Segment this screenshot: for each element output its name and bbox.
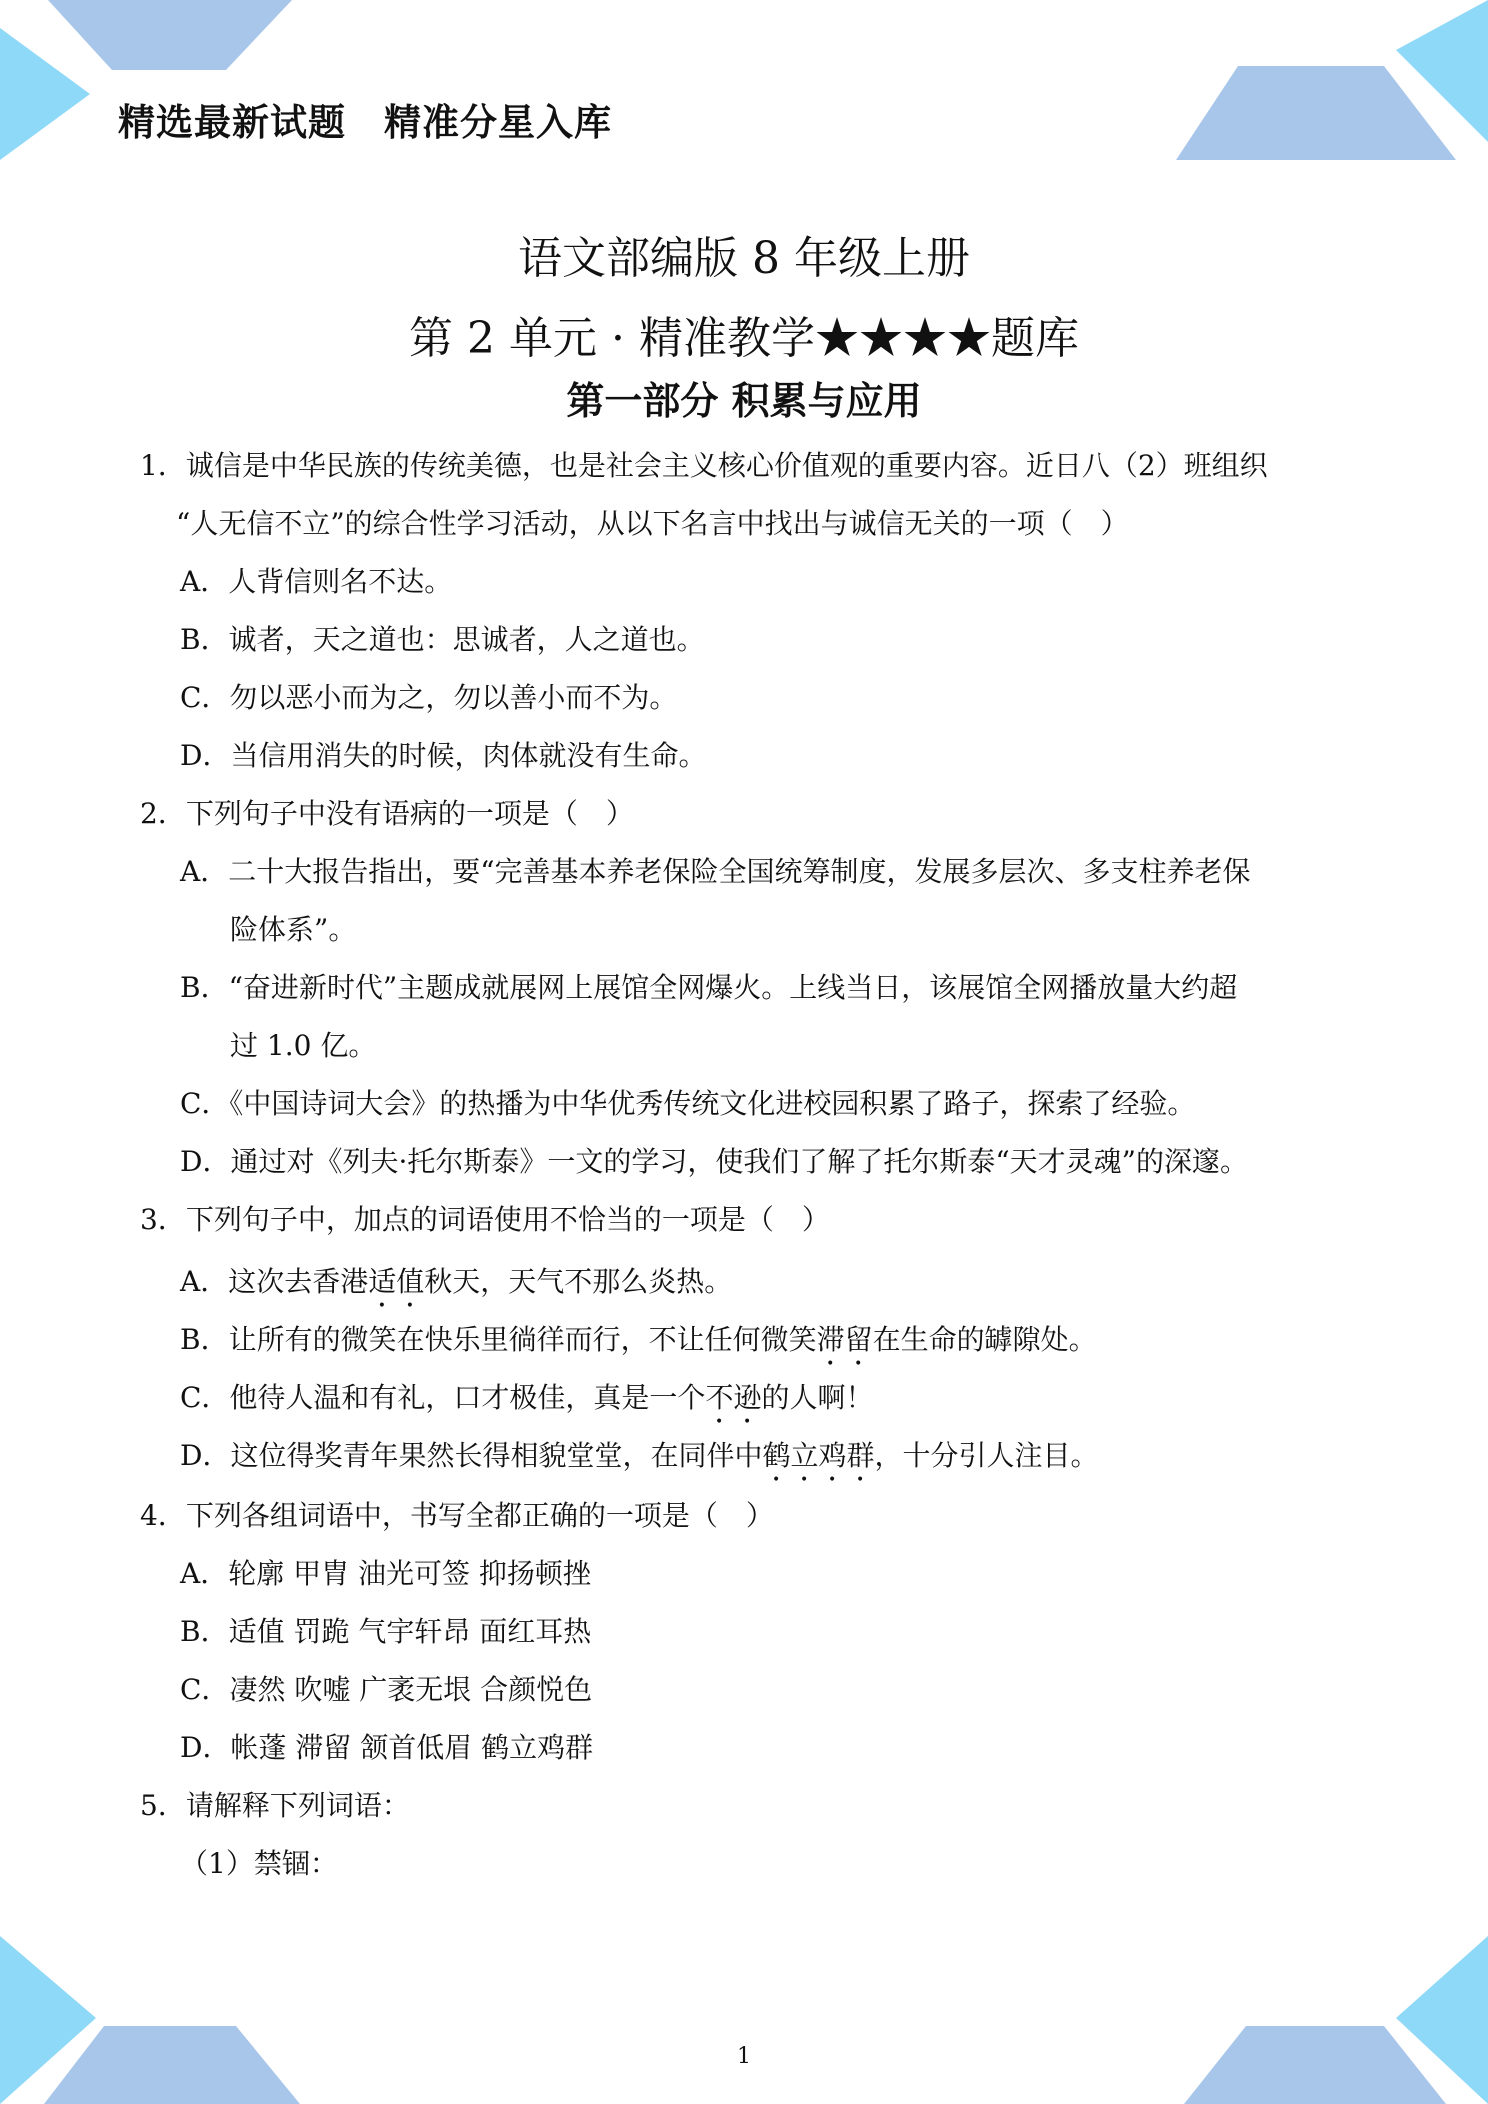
option-text: 秋天，天气不那么炎热。	[424, 1265, 733, 1298]
dotted-word: 鹤立鸡群	[762, 1439, 875, 1472]
question-2-option-c: C．《中国诗词大会》的热播为中华优秀传统文化进校园积累了路子，探索了经验。	[180, 1087, 1196, 1120]
question-number: 5．	[140, 1789, 186, 1822]
dotted-word: 适值	[368, 1265, 425, 1298]
question-3-option-b	[180, 1320, 1097, 1372]
question-3-option-a	[180, 1262, 732, 1314]
question-number: 4．	[140, 1499, 186, 1532]
question-text: 下列句子中没有语病的一项是（ ）	[185, 797, 634, 830]
dotted-word: 滞留	[816, 1323, 873, 1356]
document-subtitle: 第 2 单元 · 精准教学★★★★题库	[409, 313, 1079, 364]
question-text: 诚信是中华民族的传统美德，也是社会主义核心价值观的重要内容。近日八（2）班组织	[185, 449, 1268, 482]
question-4-option-d: D．帐蓬 滞留 颔首低眉 鹤立鸡群	[180, 1731, 594, 1764]
document-title: 语文部编版 8 年级上册	[518, 233, 970, 284]
question-1-stem-cont: “人无信不立”的综合性学习活动，从以下名言中找出与诚信无关的一项（ ）	[176, 507, 1129, 540]
option-text: 在生命的罅隙处。	[872, 1323, 1097, 1356]
option-text: 的人啊！	[761, 1381, 874, 1414]
question-2-option-a: A．二十大报告指出，要“完善基本养老保险全国统筹制度，发展多层次、多支柱养老保	[180, 855, 1251, 888]
question-text: 下列各组词语中，书写全都正确的一项是（ ）	[185, 1499, 774, 1532]
dotted-word: 不逊	[705, 1381, 762, 1414]
question-number: 2．	[140, 797, 186, 830]
option-text: A．这次去香港	[180, 1265, 369, 1298]
question-text: 请解释下列词语：	[185, 1789, 410, 1822]
header-slogan: 精选最新试题 精准分星入库	[118, 101, 612, 144]
question-1-stem	[140, 446, 1268, 486]
question-1-option-d: D．当信用消失的时候，肉体就没有生命。	[180, 739, 707, 772]
question-2-option-d: D．通过对《列夫·托尔斯泰》一文的学习，使我们了解了托尔斯泰“天才灵魂”的深邃。	[180, 1145, 1248, 1178]
option-text: B．让所有的微笑在快乐里徜徉而行，不让任何微笑	[180, 1323, 817, 1356]
option-text: ，十分引人注目。	[874, 1439, 1099, 1472]
question-1-option-a: A．人背信则名不达。	[180, 565, 453, 598]
question-1-option-c: C．勿以恶小而为之，勿以善小而不为。	[180, 681, 678, 714]
top-left-trapezoid	[48, 0, 292, 70]
question-5-stem	[140, 1786, 410, 1826]
question-3-stem	[140, 1200, 830, 1240]
question-3-option-c	[180, 1378, 873, 1430]
question-4-option-a: A．轮廓 甲胄 油光可签 抑扬顿挫	[180, 1557, 591, 1590]
top-left-triangle	[0, 28, 90, 160]
question-1-option-b: B．诚者，天之道也：思诚者，人之道也。	[180, 623, 705, 656]
question-number: 3．	[140, 1203, 186, 1236]
section-heading: 第一部分 积累与应用	[566, 379, 922, 423]
question-2-option-a-cont: 险体系”。	[230, 913, 357, 946]
question-4-option-c: C．凄然 吹嘘 广袤无垠 合颜悦色	[180, 1673, 593, 1706]
question-2-option-b: B．“奋进新时代”主题成就展网上展馆全网爆火。上线当日，该展馆全网播放量大约超	[180, 971, 1238, 1004]
question-4-option-b: B．适值 罚跪 气宇轩昂 面红耳热	[180, 1615, 592, 1648]
question-2-option-b-cont: 过 1.0 亿。	[230, 1029, 377, 1062]
question-3-option-d	[180, 1436, 1098, 1488]
question-5-sub-1: （1）禁锢：	[180, 1847, 338, 1880]
top-right-trapezoid	[1176, 66, 1456, 160]
question-text: 下列句子中，加点的词语使用不恰当的一项是（ ）	[185, 1203, 830, 1236]
option-text: D．这位得奖青年果然长得相貌堂堂，在同伴中	[180, 1439, 763, 1472]
question-4-stem	[140, 1496, 774, 1536]
option-text: C．他待人温和有礼，口才极佳，真是一个	[180, 1381, 706, 1414]
page-number: 1	[737, 2044, 751, 2069]
question-number: 1．	[140, 449, 186, 482]
question-2-stem	[140, 794, 634, 834]
